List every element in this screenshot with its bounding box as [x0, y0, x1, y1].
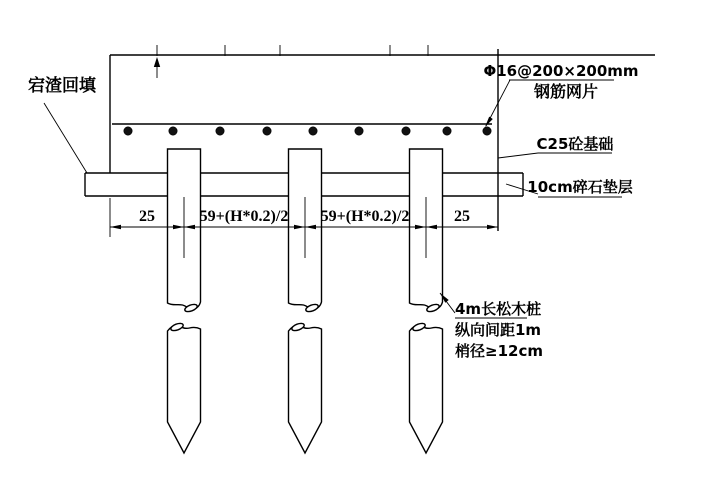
backfill-label: 宕渣回填 — [28, 76, 96, 96]
pile-label-line1: 4m长松木桩 — [455, 300, 542, 318]
rebar-dots — [124, 127, 491, 135]
up-arrow-marker — [154, 57, 160, 78]
dim-span-left: 59+(H*0.2)/2 — [199, 208, 289, 225]
foundation-label: C25砼基础 — [536, 135, 614, 153]
dim-edge-right: 25 — [454, 208, 470, 225]
pile-label-line2: 纵向间距1m — [455, 321, 542, 339]
dim-span-right: 59+(H*0.2)/2 — [320, 208, 410, 225]
timber-pile-1 — [168, 149, 201, 453]
foundation-leader — [498, 153, 538, 158]
cushion-label: 10cm碎石垫层 — [527, 178, 633, 196]
backfill-leader — [44, 103, 87, 173]
pile-label-line3: 梢径≥12cm — [455, 342, 543, 360]
dim-edge-left: 25 — [139, 208, 155, 225]
timber-pile-2 — [289, 149, 322, 453]
timber-pile-3 — [410, 149, 443, 453]
rebar-label-line2: 钢筋网片 — [533, 82, 599, 101]
label-underlines — [455, 80, 622, 318]
rebar-label-line1: Φ16@200×200mm — [483, 62, 639, 80]
